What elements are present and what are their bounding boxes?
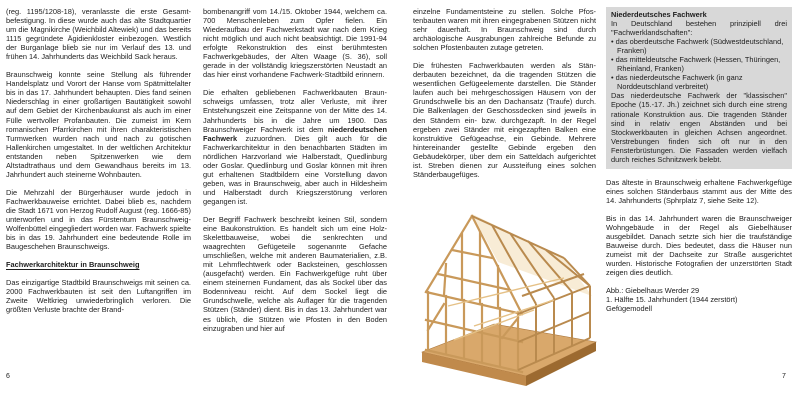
info-box-intro: In Deutschland bestehen prinzipiell drei "Fachwerklandschaften": xyxy=(611,19,787,38)
timber-frame-house-model-illustration xyxy=(414,200,602,396)
info-box-list xyxy=(611,37,787,91)
list-item: • das mitteldeutsche Fachwerk (Hessen, Thüringen, Rheinland, Franken) xyxy=(611,55,781,74)
text-run: Die erhalten gebliebenen Fachwerkbauten Braunschweigs umfassen, trotz aller Verluste, mit ihrer Entstehungszeit eine Zeitspanne von der Mitte des 14. Jahrhunderts bis in die Jahre um 1900. Das Braunschweiger Fachwerk ist dem xyxy=(203,88,387,134)
page-number-left: 6 xyxy=(6,373,10,380)
figure-caption xyxy=(606,286,792,313)
page-number-right: 7 xyxy=(782,373,786,380)
list-item: • das niederdeutsche Fachwerk (in ganz Norddeutschland verbreitet) xyxy=(611,73,743,92)
caption-line: Abb.: Giebelhaus Werder 29 xyxy=(606,286,700,296)
paragraph: einzelne Fundamentsteine zu stellen. Solche Pfostenbauten waren mit ihren eingegrabenen Stützen nicht sehr dauerhaft. In Braunschweig sind durch archäologische Ausgrabungen zahlreiche Befunde zu solchen Pfostenbauten zutage getreten. xyxy=(413,7,596,53)
paragraph: Das einzigartige Stadtbild Braunschweigs mit seinen ca. 2000 Fachwerkbauten ist seit den Luftangriffen im Zweite Weltkrieg unwiederbringlich verloren. Die größten Verluste brachte der Brand- xyxy=(6,278,191,315)
caption-line: 1. Hälfte 15. Jahrhundert (1944 zerstört) xyxy=(606,295,738,305)
left-page-column-2 xyxy=(203,7,387,342)
section-heading: Fachwerkarchitektur in Braunschweig xyxy=(6,260,140,270)
left-page-column-1 xyxy=(6,7,191,323)
paragraph: (reg. 1195/1208-18), veranlasste die erste Gesamtbefestigung. In diese wurde auch das alte Stadtquartier um die Magnikirche (Weichbild Altewiek) und das bereits 1115 gegründete Ägidienkloster einbezogen. Westlich der Burganlage blieb sie nur im Verlauf des 13. und frühen 14. Jahrhunderts das Weichbild Sack heraus. xyxy=(6,7,191,62)
paragraph: Braunschweig konnte seine Stellung als führender Handelsplatz und Vorort der Hanse vom Spätmittelalter bis in das 17. Jahrhundert behaupten. Dies fand seinen Niederschlag in einer großartigen Bautätigkeit sowohl auf dem Gebiet der Kirchenbaukunst als auch im einer Fülle wertvoller Profanbauten. Die zumeist im Kern romanischen Pfarrkirchen mit ihren charakteristischen Turmwerken wurden nach und nach zu gotischen Hallenkirchen umgestaltet. In der weltlichen Architektur entstanden neben Spitzenwerken wie dem Altstadtrathaus und dem Gewandhaus bereits im 13. Jahrhundert auch steinerne Wohnbauten. xyxy=(6,70,191,179)
caption-line: Gefügemodell xyxy=(606,304,653,314)
paragraph xyxy=(203,88,387,206)
paragraph: Der Begriff Fachwerk beschreibt keinen Stil, sondern eine Baukonstruktion. Es handelt sich um eine Holz-Skelettbauweise, wobei die senkrechten und waagrechten Gefügeteile sogenannte Gefache umschließen, welche mit anderen Baumaterialien, z.B. mit Lehmflechtwerk oder Backsteinen, geschlossen (ausgefacht) werden. Ein Fachwerkgefüge ruht über einem steinernen Fundament, das als Sockel über das Bodenniveau reicht. Auf dem Sockel liegt die Grundschwelle, welche als Auflager für die tragenden Stützen (Ständer) dient. Bis in das 13. Jahrhundert war es üblich, die Stützen wie Pfosten in den Boden einzugraben und hier auf xyxy=(203,214,387,333)
info-box-niederdeutsches-fachwerk xyxy=(606,7,792,169)
right-page-column-2 xyxy=(606,7,792,322)
bold-term: niederdeutschen Fachwerk xyxy=(203,124,387,143)
info-box-title: Niederdeutsches Fachwerk xyxy=(611,10,707,19)
list-item: • das oberdeutsche Fachwerk (Südwestdeutschland, Franken) xyxy=(611,37,784,56)
right-page-column-1 xyxy=(413,7,596,188)
paragraph: Das älteste in Braunschweig erhaltene Fachwerkgefüge eines solchen Ständerbaus stammt aus der Mitte des 14. Jahrhunderts (Sphrplatz 7, siehe Seite 12). xyxy=(606,177,792,205)
paragraph: bombenangriff vom 14./15. Oktober 1944, welchem ca. 700 Menschenleben zum Opfer fielen. Ein Wiederaufbau der Fachwerkstadt war nach dem Krieg nicht möglich und auch nicht beabsichtigt. Die 1991-94 erfolgte Rekonstruktion des einst berühmtesten Fachwerkgebäudes, der Alten Waage (S. 36), soll gerade in der vollständig kriegszerstörten Neustadt an das hier einst vorhandene Fachwerk-Stadtbild erinnern. xyxy=(203,7,387,80)
paragraph: Die Mehrzahl der Bürgerhäuser wurde jedoch in Fachwerkbauweise errichtet. Dabei blieb es, nachdem die Stadt 1671 von Herzog Rudolf August (reg. 1666-85) unterworfen und in das Fürstentum Braunschweig-Wolfenbüttel eingegliedert worden war. Fachwerk spielte bis in das 19. Jahrhundert eine bedeutende Rolle im Baugeschehen Braunschweigs. xyxy=(6,187,191,252)
paragraph: Bis in das 14. Jahrhundert waren die Braunschweiger Wohngebäude in der Regel als Giebelhäuser ausgebildet. Danach setzte sich hier die traufständige Bauweise durch. Dies bedeutet, dass die Häuser nun zumeist mit der Dachseite zur Straße ausgerichtet wurden. Historische Fotografien der unzerstörten Stadt zeigen dies deutlich. xyxy=(606,213,792,278)
paragraph: Die frühesten Fachwerkbauten werden als Ständerbauten bezeichnet, da die tragenden Stützen die wesentlichen Gefügeelemente darstellen. Die Ständer laufen auch bei mehrgeschossigen Häusern von der Grundschwelle bis an den Dachansatz (Traufe) durch. Die Balkenlagen der Geschossdecken sind jeweils in den Ständern ein- bzw. durchgezapft. In der Regel ergeben zwei Ständer mit eingezapften Balken eine konstruktive Gefügeachse, ein Gebinde. Mehrere hintereinander gestellte Gebinde ergeben den Gebäudekörper, über dem ein Satteldach aufgerichtet ist. Streben dienen zur Aussteifung eines solchen Ständerbaugefüges. xyxy=(413,61,596,179)
info-box-body: Das niederdeutsche Fachwerk der "klassischen" Epoche (15.-17. Jh.) zeichnet sich durch eine streng rationale Konstruktion aus. Die tragenden Ständer sind in relativ engen Abständen und bei Stockwerkbauten in gleichen Achsen angeordnet. Verstrebungen finden sich oft nur in den Fensterbrüstungen. Die Fassaden werden vielfach durch reiches Schnitzwerk belebt. xyxy=(611,91,787,164)
text-run: zuzuordnen. Dies gilt auch für die Fachwerkarchitektur in den benachbarten Städten im nördlichen Harzvorland wie Halberstadt, Quedlinburg oder Goslar. Quedlinburg und Goslar können mit ihren gut erhaltenen Stadtbildern eine Vorstellung davon geben, was in Braunschweig, aber auch in Hildesheim und Halberstadt durch Kriegszerstörung verloren gegangen ist. xyxy=(203,133,387,206)
